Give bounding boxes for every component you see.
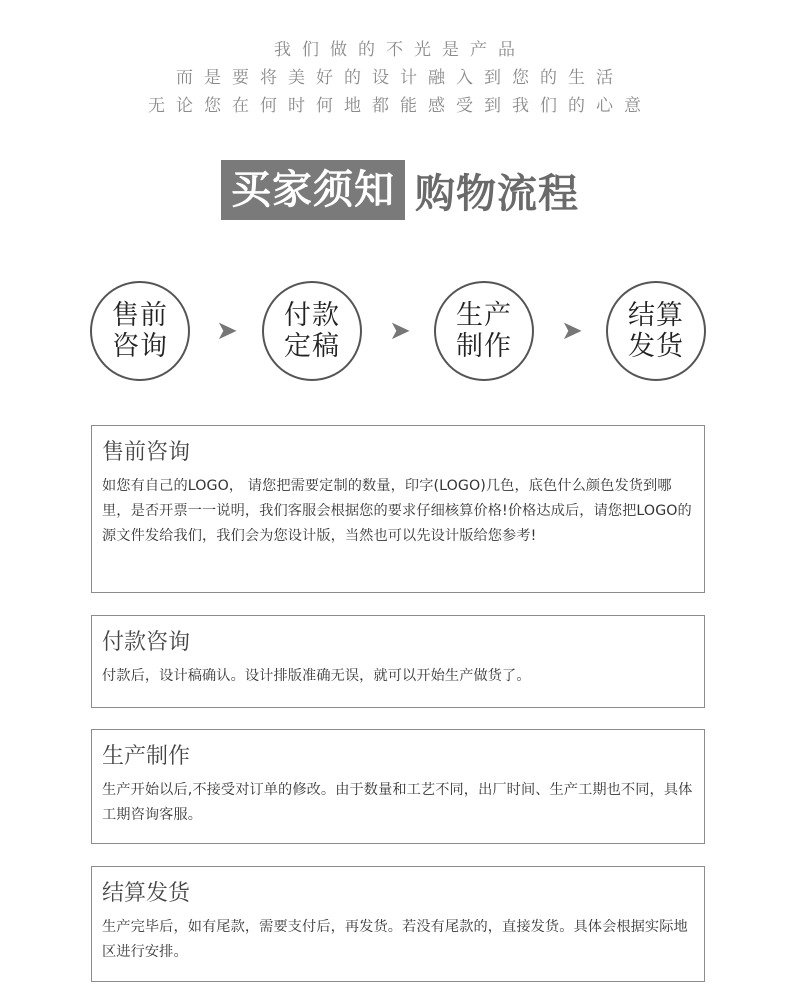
step-label-line1: 结算	[628, 300, 684, 331]
step-label-line2: 发货	[628, 331, 684, 362]
arrow-right-icon: ➤	[389, 316, 411, 346]
section-heading: 结算发货	[102, 881, 191, 906]
section-body: 生产开始以后,不接受对订单的修改。由于数量和工艺不同，出厂时间、生产工期也不同，具体工期咨询客服。	[102, 782, 693, 823]
page-title	[0, 160, 800, 220]
slogan-line-2: 而是要将美好的设计融入到您的生活	[176, 68, 624, 88]
step-presale-circle	[90, 281, 190, 381]
step-payment-circle	[262, 281, 362, 381]
arrow-right-icon: ➤	[216, 316, 238, 346]
section-body: 如您有自己的LOGO， 请您把需要定制的数量，印字(LOGO)几色，底色什么颜色发货到哪里，是否开票一一说明，我们客服会根据您的要求仔细核算价格!价格达成后，请您把LOGO的源文件发给我们，我们会为您设计版，当然也可以先设计版给您参考!	[102, 478, 692, 544]
section-payment	[91, 615, 705, 708]
title-boxed: 买家须知	[221, 160, 405, 220]
step-label-line2: 咨询	[112, 331, 168, 362]
step-delivery-circle	[606, 281, 706, 381]
title-plain: 购物流程	[415, 170, 579, 217]
section-heading: 售前咨询	[102, 440, 191, 465]
section-body: 付款后，设计稿确认。设计排版准确无误，就可以开始生产做货了。	[102, 668, 531, 684]
step-label-line1: 售前	[112, 300, 168, 331]
arrow-right-icon: ➤	[561, 316, 583, 346]
step-label-line1: 生产	[456, 300, 512, 331]
section-heading: 生产制作	[102, 744, 191, 769]
process-steps	[0, 281, 800, 381]
step-label-line1: 付款	[284, 300, 340, 331]
step-production-circle	[434, 281, 534, 381]
step-label-line2: 制作	[456, 331, 512, 362]
section-presale	[91, 425, 705, 593]
section-heading: 付款咨询	[102, 630, 191, 655]
step-label-line2: 定稿	[284, 331, 340, 362]
slogan-line-1: 我们做的不光是产品	[274, 40, 526, 60]
section-delivery	[91, 866, 705, 982]
slogan-line-3: 无论您在何时何地都能感受到我们的心意	[148, 96, 652, 116]
section-body: 生产完毕后，如有尾款，需要支付后，再发货。若没有尾款的，直接发货。具体会根据实际地区进行安排。	[102, 919, 688, 960]
section-production	[91, 729, 705, 844]
